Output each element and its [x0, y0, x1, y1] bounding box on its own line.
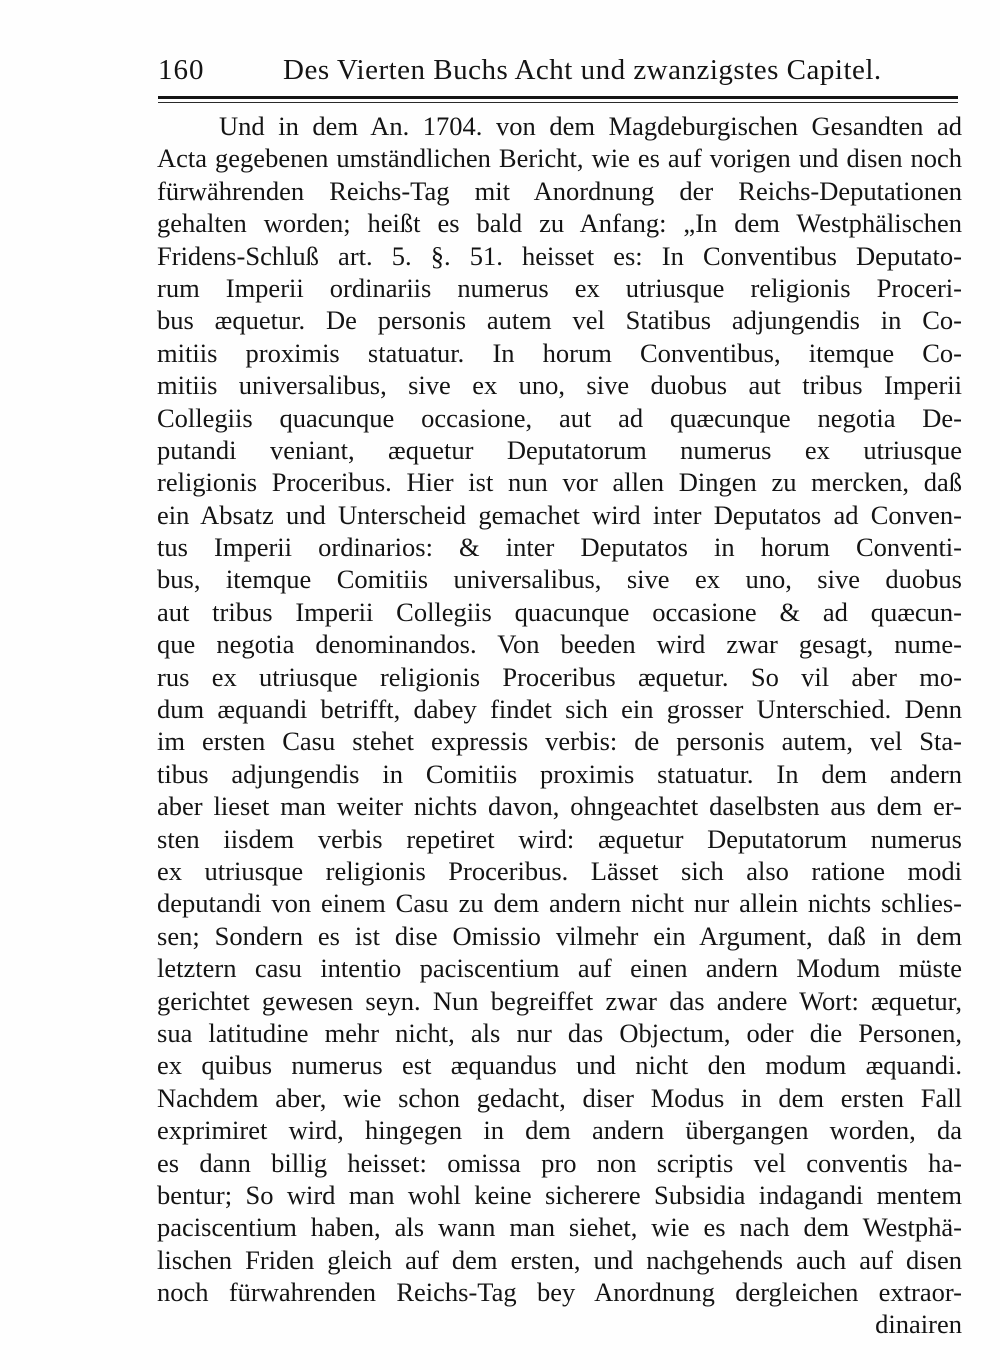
text-line: rum Imperii ordinariis numerus ex utriusque religionis Proceri-: [157, 272, 962, 303]
text-line: sten iisdem verbis repetiret wird: æquetur Deputatorum numerus: [157, 823, 962, 854]
page-header: [158, 50, 958, 94]
text-line: paciscentium haben, als wann man siehet, wie es nach dem Westphä-: [157, 1212, 962, 1243]
text-line: Acta gegebenen umständlichen Bericht, wie es auf vorigen und disen noch: [157, 143, 962, 174]
body-text: [157, 110, 962, 1341]
text-line: lischen Friden gleich auf dem ersten, und nachgehends auch auf disen: [157, 1244, 962, 1275]
text-line: religionis Proceribus. Hier ist nun vor allen Dingen zu mercken, daß: [157, 467, 962, 498]
text-line: gerichtet gewesen seyn. Nun begreiffet zwar das andere Wort: æquetur,: [157, 985, 962, 1016]
running-title: Des Vierten Buchs Acht und zwanzigstes Capitel.: [283, 54, 882, 86]
text-line: exprimiret wird, hingegen in dem andern übergangen worden, da: [157, 1115, 962, 1146]
header-rule-thin: [158, 102, 958, 103]
text-line: ex utriusque religionis Proceribus. Lässet sich also ratione modi: [157, 855, 962, 886]
text-line: deputandi von einem Casu zu dem andern nicht nur allein nichts schlies-: [157, 888, 962, 919]
text-line: rus ex utriusque religionis Proceribus æquetur. So vil aber mo-: [157, 661, 962, 692]
header-rule: [158, 96, 958, 99]
text-line: ex quibus numerus est æquandus und nicht den modum æquandi.: [157, 1050, 962, 1081]
text-line: sen; Sondern es ist dise Omissio vilmehr ein Argument, daß in dem: [157, 920, 962, 951]
text-line: putandi veniant, æquetur Deputatorum numerus ex utriusque: [157, 434, 962, 465]
text-line: aut tribus Imperii Collegiis quacunque occasione & ad quæcun-: [157, 596, 962, 627]
page-number: 160: [158, 54, 205, 86]
text-line: Und in dem An. 1704. von dem Magdeburgischen Gesandten ad: [219, 111, 962, 141]
text-line: bus, itemque Comitiis universalibus, sive ex uno, sive duobus: [157, 564, 962, 595]
text-line: mitiis universalibus, sive ex uno, sive duobus aut tribus Imperii: [157, 370, 962, 401]
text-line: ein Absatz und Unterscheid gemachet wird inter Deputatos ad Conven-: [157, 499, 962, 530]
text-line: noch fürwahrenden Reichs-Tag bey Anordnung dergleichen extraor-: [157, 1277, 962, 1308]
catchword: dinairen: [875, 1309, 962, 1340]
text-line: dum æquandi betrifft, dabey findet sich ein grosser Unterschied. Denn: [157, 694, 962, 725]
text-line: aber lieset man weiter nichts davon, ohngeachtet daselbsten aus dem er-: [157, 791, 962, 822]
text-line: sua latitudine mehr nicht, als nur das Objectum, oder die Personen,: [157, 1017, 962, 1048]
text-line: tus Imperii ordinarios: & inter Deputatos in horum Conventi-: [157, 532, 962, 563]
text-line: tibus adjungendis in Comitiis proximis statuatur. In dem andern: [157, 758, 962, 789]
text-line: que negotia denominandos. Von beeden wird zwar gesagt, nume-: [157, 629, 962, 660]
text-line: mitiis proximis statuatur. In horum Conventibus, itemque Co-: [157, 337, 962, 368]
text-line: Collegiis quacunque occasione, aut ad quæcunque negotia De-: [157, 402, 962, 433]
text-line: bentur; So wird man wohl keine sicherere Subsidia indagandi mentem: [157, 1179, 962, 1210]
text-line: bus æquetur. De personis autem vel Statibus adjungendis in Co-: [157, 305, 962, 336]
text-line: fürwährenden Reichs-Tag mit Anordnung der Reichs-Deputationen: [157, 175, 962, 206]
text-line: letztern casu intentio paciscentium auf einen andern Modum müste: [157, 953, 962, 984]
text-line: es dann billig heisset: omissa pro non scriptis vel conventis ha-: [157, 1147, 962, 1178]
text-line: Fridens-Schluß art. 5. §. 51. heisset es: In Conventibus Deputato-: [157, 240, 962, 271]
text-line: Nachdem aber, wie schon gedacht, diser Modus in dem ersten Fall: [157, 1082, 962, 1113]
text-line: gehalten worden; heißt es bald zu Anfang: „In dem Westphälischen: [157, 208, 962, 239]
text-line: im ersten Casu stehet expressis verbis: de personis autem, vel Sta-: [157, 726, 962, 757]
